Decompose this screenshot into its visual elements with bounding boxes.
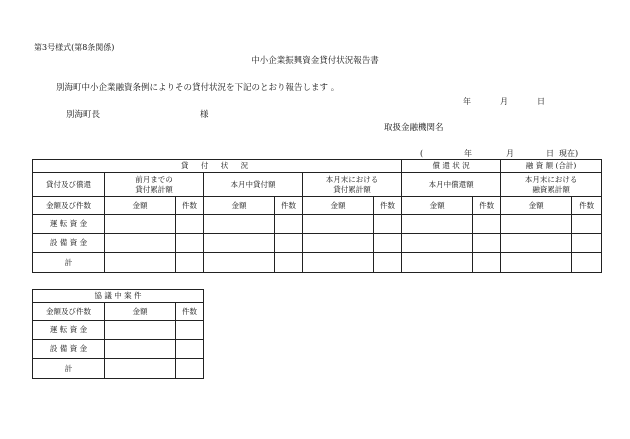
col-this-month-repayment: 本月中償還額 bbox=[402, 173, 501, 197]
unit-count: 件数 bbox=[572, 197, 602, 215]
table-row bbox=[33, 340, 204, 359]
header-row-columns bbox=[33, 173, 602, 197]
cell[interactable] bbox=[204, 253, 275, 273]
unit-amount: 金額 bbox=[204, 197, 275, 215]
cell[interactable] bbox=[374, 253, 402, 273]
unit-count: 件数 bbox=[275, 197, 303, 215]
cell[interactable] bbox=[303, 215, 374, 234]
as-of-month: 月 bbox=[506, 149, 514, 158]
cell[interactable] bbox=[204, 234, 275, 253]
pending-consultation-table bbox=[32, 289, 204, 379]
group-lending: 貸 付 状 況 bbox=[33, 160, 402, 173]
row-label-operating: 運 転 資 金 bbox=[33, 321, 105, 340]
cell[interactable] bbox=[303, 234, 374, 253]
date-day-label: 日 bbox=[537, 97, 545, 106]
honorific: 様 bbox=[200, 110, 209, 120]
unit-count: 件数 bbox=[374, 197, 402, 215]
cell[interactable] bbox=[275, 253, 303, 273]
group-repayment: 償 還 状 況 bbox=[402, 160, 501, 173]
row-label-total: 計 bbox=[33, 253, 105, 273]
cell[interactable] bbox=[501, 215, 572, 234]
cell[interactable] bbox=[572, 253, 602, 273]
header-row-groups bbox=[33, 160, 602, 173]
cell[interactable] bbox=[176, 234, 204, 253]
label-amount-count: 金額及び件数 bbox=[33, 197, 105, 215]
cell[interactable] bbox=[501, 234, 572, 253]
cell[interactable] bbox=[105, 234, 176, 253]
unit-count: 件数 bbox=[176, 303, 204, 321]
header-row-units bbox=[33, 197, 602, 215]
cell[interactable] bbox=[176, 215, 204, 234]
as-of-year: 年 bbox=[464, 149, 472, 158]
cell[interactable] bbox=[374, 234, 402, 253]
cell[interactable] bbox=[303, 253, 374, 273]
row-label-operating: 運 転 資 金 bbox=[33, 215, 105, 234]
pending-title: 協 議 中 案 件 bbox=[33, 290, 204, 303]
cell[interactable] bbox=[374, 215, 402, 234]
cell[interactable] bbox=[473, 215, 501, 234]
as-of-close: 現在) bbox=[559, 149, 579, 158]
cell[interactable] bbox=[105, 215, 176, 234]
cell[interactable] bbox=[501, 253, 572, 273]
cell[interactable] bbox=[105, 340, 176, 359]
row-label-total: 計 bbox=[33, 359, 105, 379]
form-number: 第3号様式(第8条関係) bbox=[34, 43, 115, 52]
cell[interactable] bbox=[473, 234, 501, 253]
cell[interactable] bbox=[105, 321, 176, 340]
cell[interactable] bbox=[176, 340, 204, 359]
cell[interactable] bbox=[275, 234, 303, 253]
cell[interactable] bbox=[105, 359, 176, 379]
unit-amount: 金額 bbox=[402, 197, 473, 215]
col-prev-cumulative: 前月までの 貸付累計額 bbox=[105, 173, 204, 197]
table-row bbox=[33, 359, 204, 379]
unit-amount: 金額 bbox=[105, 303, 176, 321]
institution-label: 取扱金融機関名 bbox=[384, 123, 444, 133]
table-row bbox=[33, 321, 204, 340]
cell[interactable] bbox=[105, 253, 176, 273]
date-year-label: 年 bbox=[463, 97, 471, 106]
row-label-equipment: 設 備 資 金 bbox=[33, 234, 105, 253]
cell[interactable] bbox=[572, 234, 602, 253]
row-label-equipment: 設 備 資 金 bbox=[33, 340, 105, 359]
cell[interactable] bbox=[176, 321, 204, 340]
header-row-units bbox=[33, 303, 204, 321]
col-this-month-lending: 本月中貸付額 bbox=[204, 173, 303, 197]
cell[interactable] bbox=[204, 215, 275, 234]
cell[interactable] bbox=[402, 215, 473, 234]
label-lending-repayment: 貸付及び償還 bbox=[33, 173, 105, 197]
table-row bbox=[33, 215, 602, 234]
addressee: 別海町長 bbox=[66, 110, 101, 120]
table-row bbox=[33, 253, 602, 273]
cell[interactable] bbox=[176, 253, 204, 273]
header-row-title bbox=[33, 290, 204, 303]
cell[interactable] bbox=[275, 215, 303, 234]
as-of-day: 日 bbox=[546, 149, 554, 158]
document-title: 中小企業振興資金貸付状況報告書 bbox=[251, 56, 379, 66]
unit-amount: 金額 bbox=[303, 197, 374, 215]
cell[interactable] bbox=[473, 253, 501, 273]
as-of-open: ( bbox=[420, 149, 424, 158]
label-amount-count: 金額及び件数 bbox=[33, 303, 105, 321]
cell[interactable] bbox=[402, 234, 473, 253]
cell[interactable] bbox=[176, 359, 204, 379]
unit-count: 件数 bbox=[176, 197, 204, 215]
col-month-end-cumulative: 本月末における 貸付累計額 bbox=[303, 173, 402, 197]
lending-status-table bbox=[32, 159, 602, 273]
unit-amount: 金額 bbox=[501, 197, 572, 215]
table-row bbox=[33, 234, 602, 253]
col-month-end-financing: 本月末における 融資累計額 bbox=[501, 173, 602, 197]
unit-amount: 金額 bbox=[105, 197, 176, 215]
unit-count: 件数 bbox=[473, 197, 501, 215]
intro-text: 別海町中小企業融資条例によりその貸付状況を下記のとおり報告します 。 bbox=[56, 83, 340, 93]
date-month-label: 月 bbox=[500, 97, 508, 106]
cell[interactable] bbox=[572, 215, 602, 234]
group-financing: 融 資 額 (合計) bbox=[501, 160, 602, 173]
cell[interactable] bbox=[402, 253, 473, 273]
